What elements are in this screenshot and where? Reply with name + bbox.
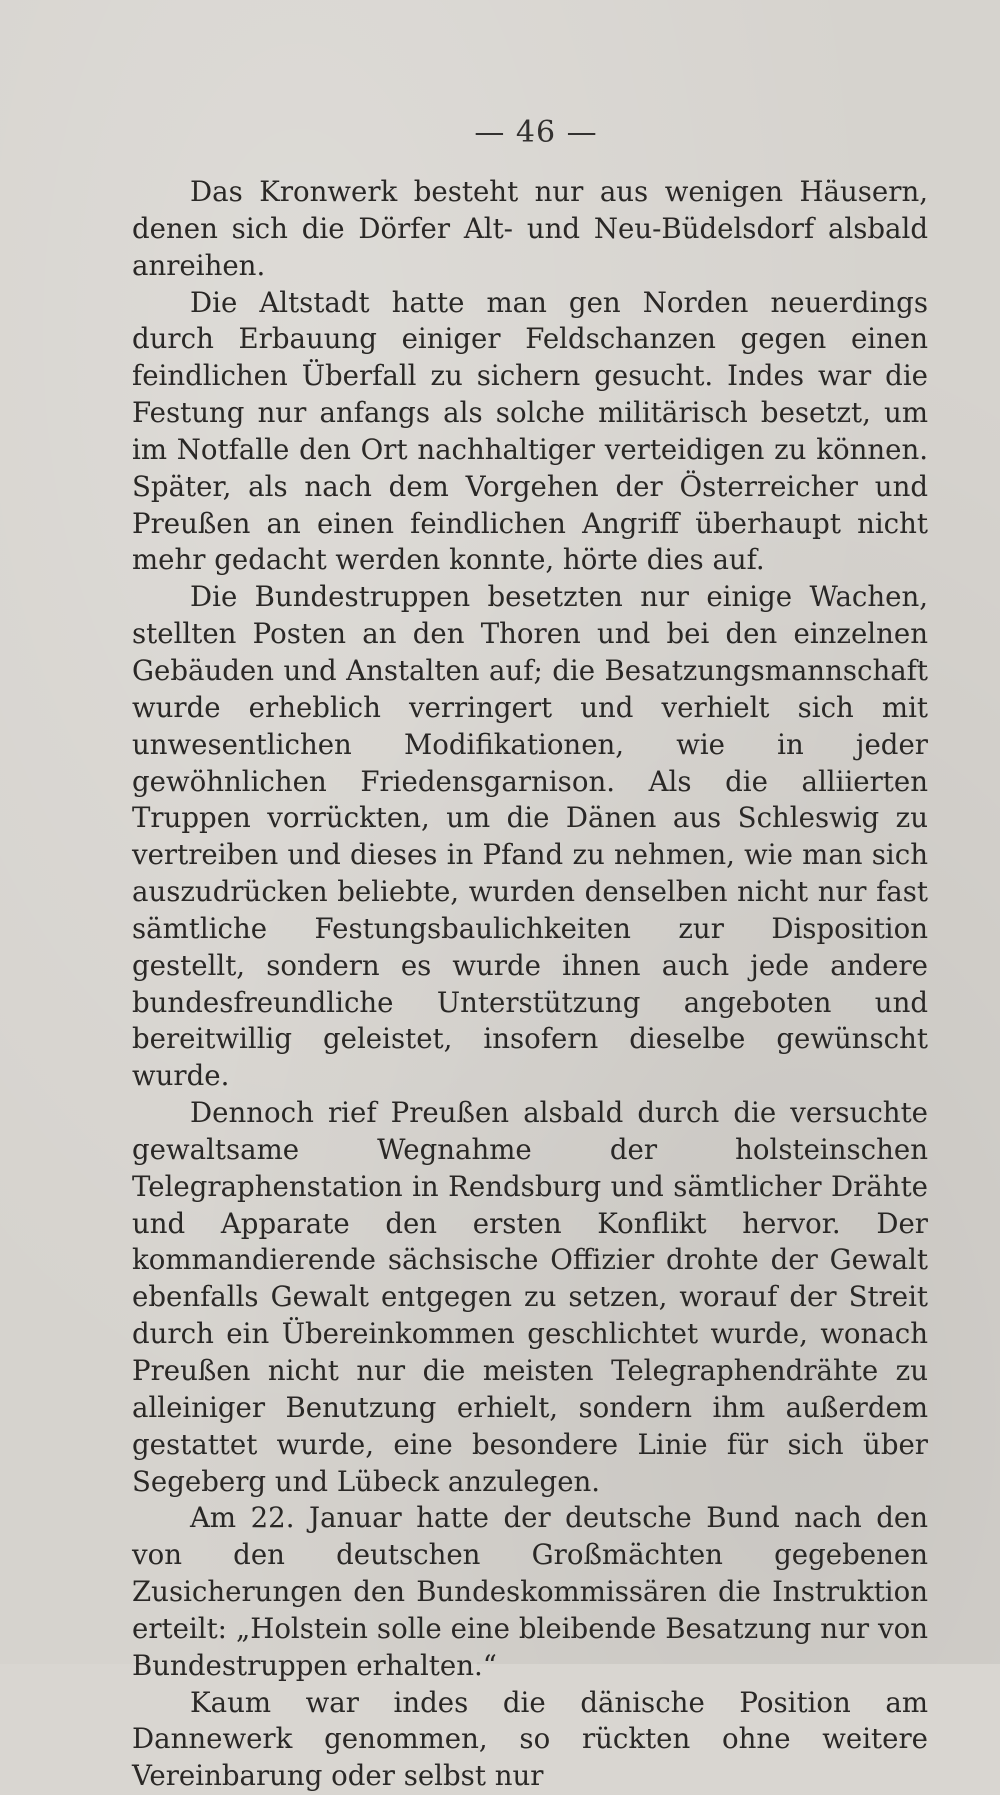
page-number: — 46 — (474, 115, 598, 150)
paragraph: Die Altstadt hatte man gen Norden neuerdings durch Erbauung einiger Feldschanzen gegen einen feindlichen Überfall zu sichern gesucht. Indes war die Festung nur anfangs als solche militärisch besetzt, um im Notfalle den Ort nachhaltiger verteidigen zu können. Später, als nach dem Vorgehen der Österreicher und Preußen an einen feindlichen Angriff überhaupt nicht mehr gedacht werden konnte, hörte dies auf. (132, 285, 928, 577)
body-text (132, 174, 928, 1795)
paragraph: Kaum war indes die dänische Position am Dannewerk genommen, so rückten ohne weitere Vereinbarung oder selbst nur (132, 1685, 928, 1793)
paragraph: Am 22. Januar hatte der deutsche Bund nach den von den deutschen Großmächten gegebenen Zusicherungen den Bundeskommissären die Instruktion erteilt: „Holstein solle eine bleibende Besatzung nur von Bundestruppen erhalten.“ (132, 1501, 928, 1682)
paragraph: Die Bundestruppen besetzten nur einige Wachen, stellten Posten an den Thoren und bei den einzelnen Gebäuden und Anstalten auf; die Besatzungsmannschaft wurde erheblich verringert und verhielt sich mit unwesentlichen Modifikationen, wie in jeder gewöhnlichen Friedensgarnison. Als die alliierten Truppen vorrückten, um die Dänen aus Schleswig zu vertreiben und dieses in Pfand zu nehmen, wie man sich auszudrücken beliebte, wurden denselben nicht nur fast sämtliche Festungsbaulichkeiten zur Disposition gestellt, sondern es wurde ihnen auch jede andere bundesfreundliche Unterstützung angeboten und bereitwillig geleistet, insofern dieselbe gewünscht wurde. (132, 580, 928, 1093)
paragraph: Dennoch rief Preußen alsbald durch die versuchte gewaltsame Wegnahme der holsteinschen Telegraphenstation in Rendsburg und sämtlicher Drähte und Apparate den ersten Konflikt hervor. Der kommandierende sächsische Offizier drohte der Gewalt ebenfalls Gewalt entgegen zu setzen, worauf der Streit durch ein Übereinkommen geschlichtet wurde, wonach Preußen nicht nur die meisten Telegraphendrähte zu alleiniger Benutzung erhielt, sondern ihm außerdem gestattet wurde, eine besondere Linie für sich über Segeberg und Lübeck anzulegen. (132, 1096, 928, 1498)
paragraph: Das Kronwerk besteht nur aus wenigen Häusern, denen sich die Dörfer Alt- und Neu-Büdelsdorf alsbald anreihen. (132, 175, 928, 282)
